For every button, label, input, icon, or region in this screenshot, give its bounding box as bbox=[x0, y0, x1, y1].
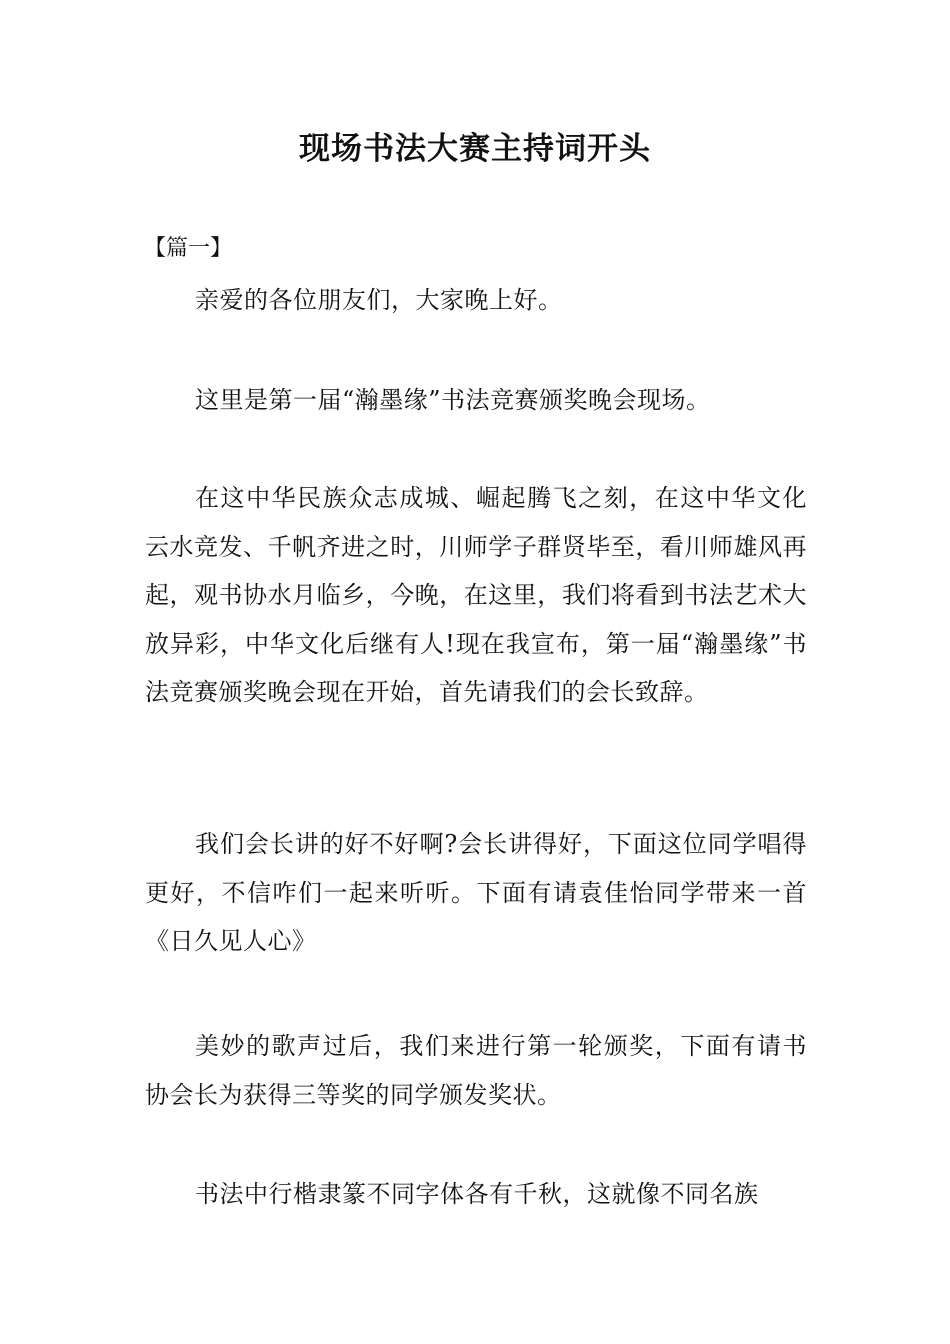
paragraph-greeting: 亲爱的各位朋友们，大家晚上好。 bbox=[195, 286, 563, 314]
paragraph-opening: 在这中华民族众志成城、崛起腾飞之刻，在这中华文化云水竞发、千帆齐进之时，川师学子群贤毕至，看川师雄风再起，观书协水月临乡，今晚，在这里，我们将看到书法艺术大放异彩，中华文化后继有人!现在我宣布，第一届“瀚墨缘”书法竞赛颁奖晚会现在开始，首先请我们的会长致辞。 bbox=[145, 484, 807, 706]
section-label: 【篇一】 bbox=[144, 236, 233, 261]
document-title: 现场书法大赛主持词开头 bbox=[299, 131, 651, 167]
paragraph-first-award: 美妙的歌声过后，我们来进行第一轮颁奖，下面有请书协会长为获得三等奖的同学颁发奖状。 bbox=[145, 1032, 807, 1109]
paragraph-calligraphy-styles: 书法中行楷隶篆不同字体各有千秋，这就像不同名族 bbox=[195, 1180, 759, 1208]
paragraph-song-intro: 我们会长讲的好不好啊?会长讲得好，下面这位同学唱得更好，不信咋们一起来听听。下面有请袁佳怡同学带来一首《日久见人心》 bbox=[145, 830, 807, 955]
paragraph-venue: 这里是第一届“瀚墨缘”书法竞赛颁奖晚会现场。 bbox=[195, 386, 711, 414]
